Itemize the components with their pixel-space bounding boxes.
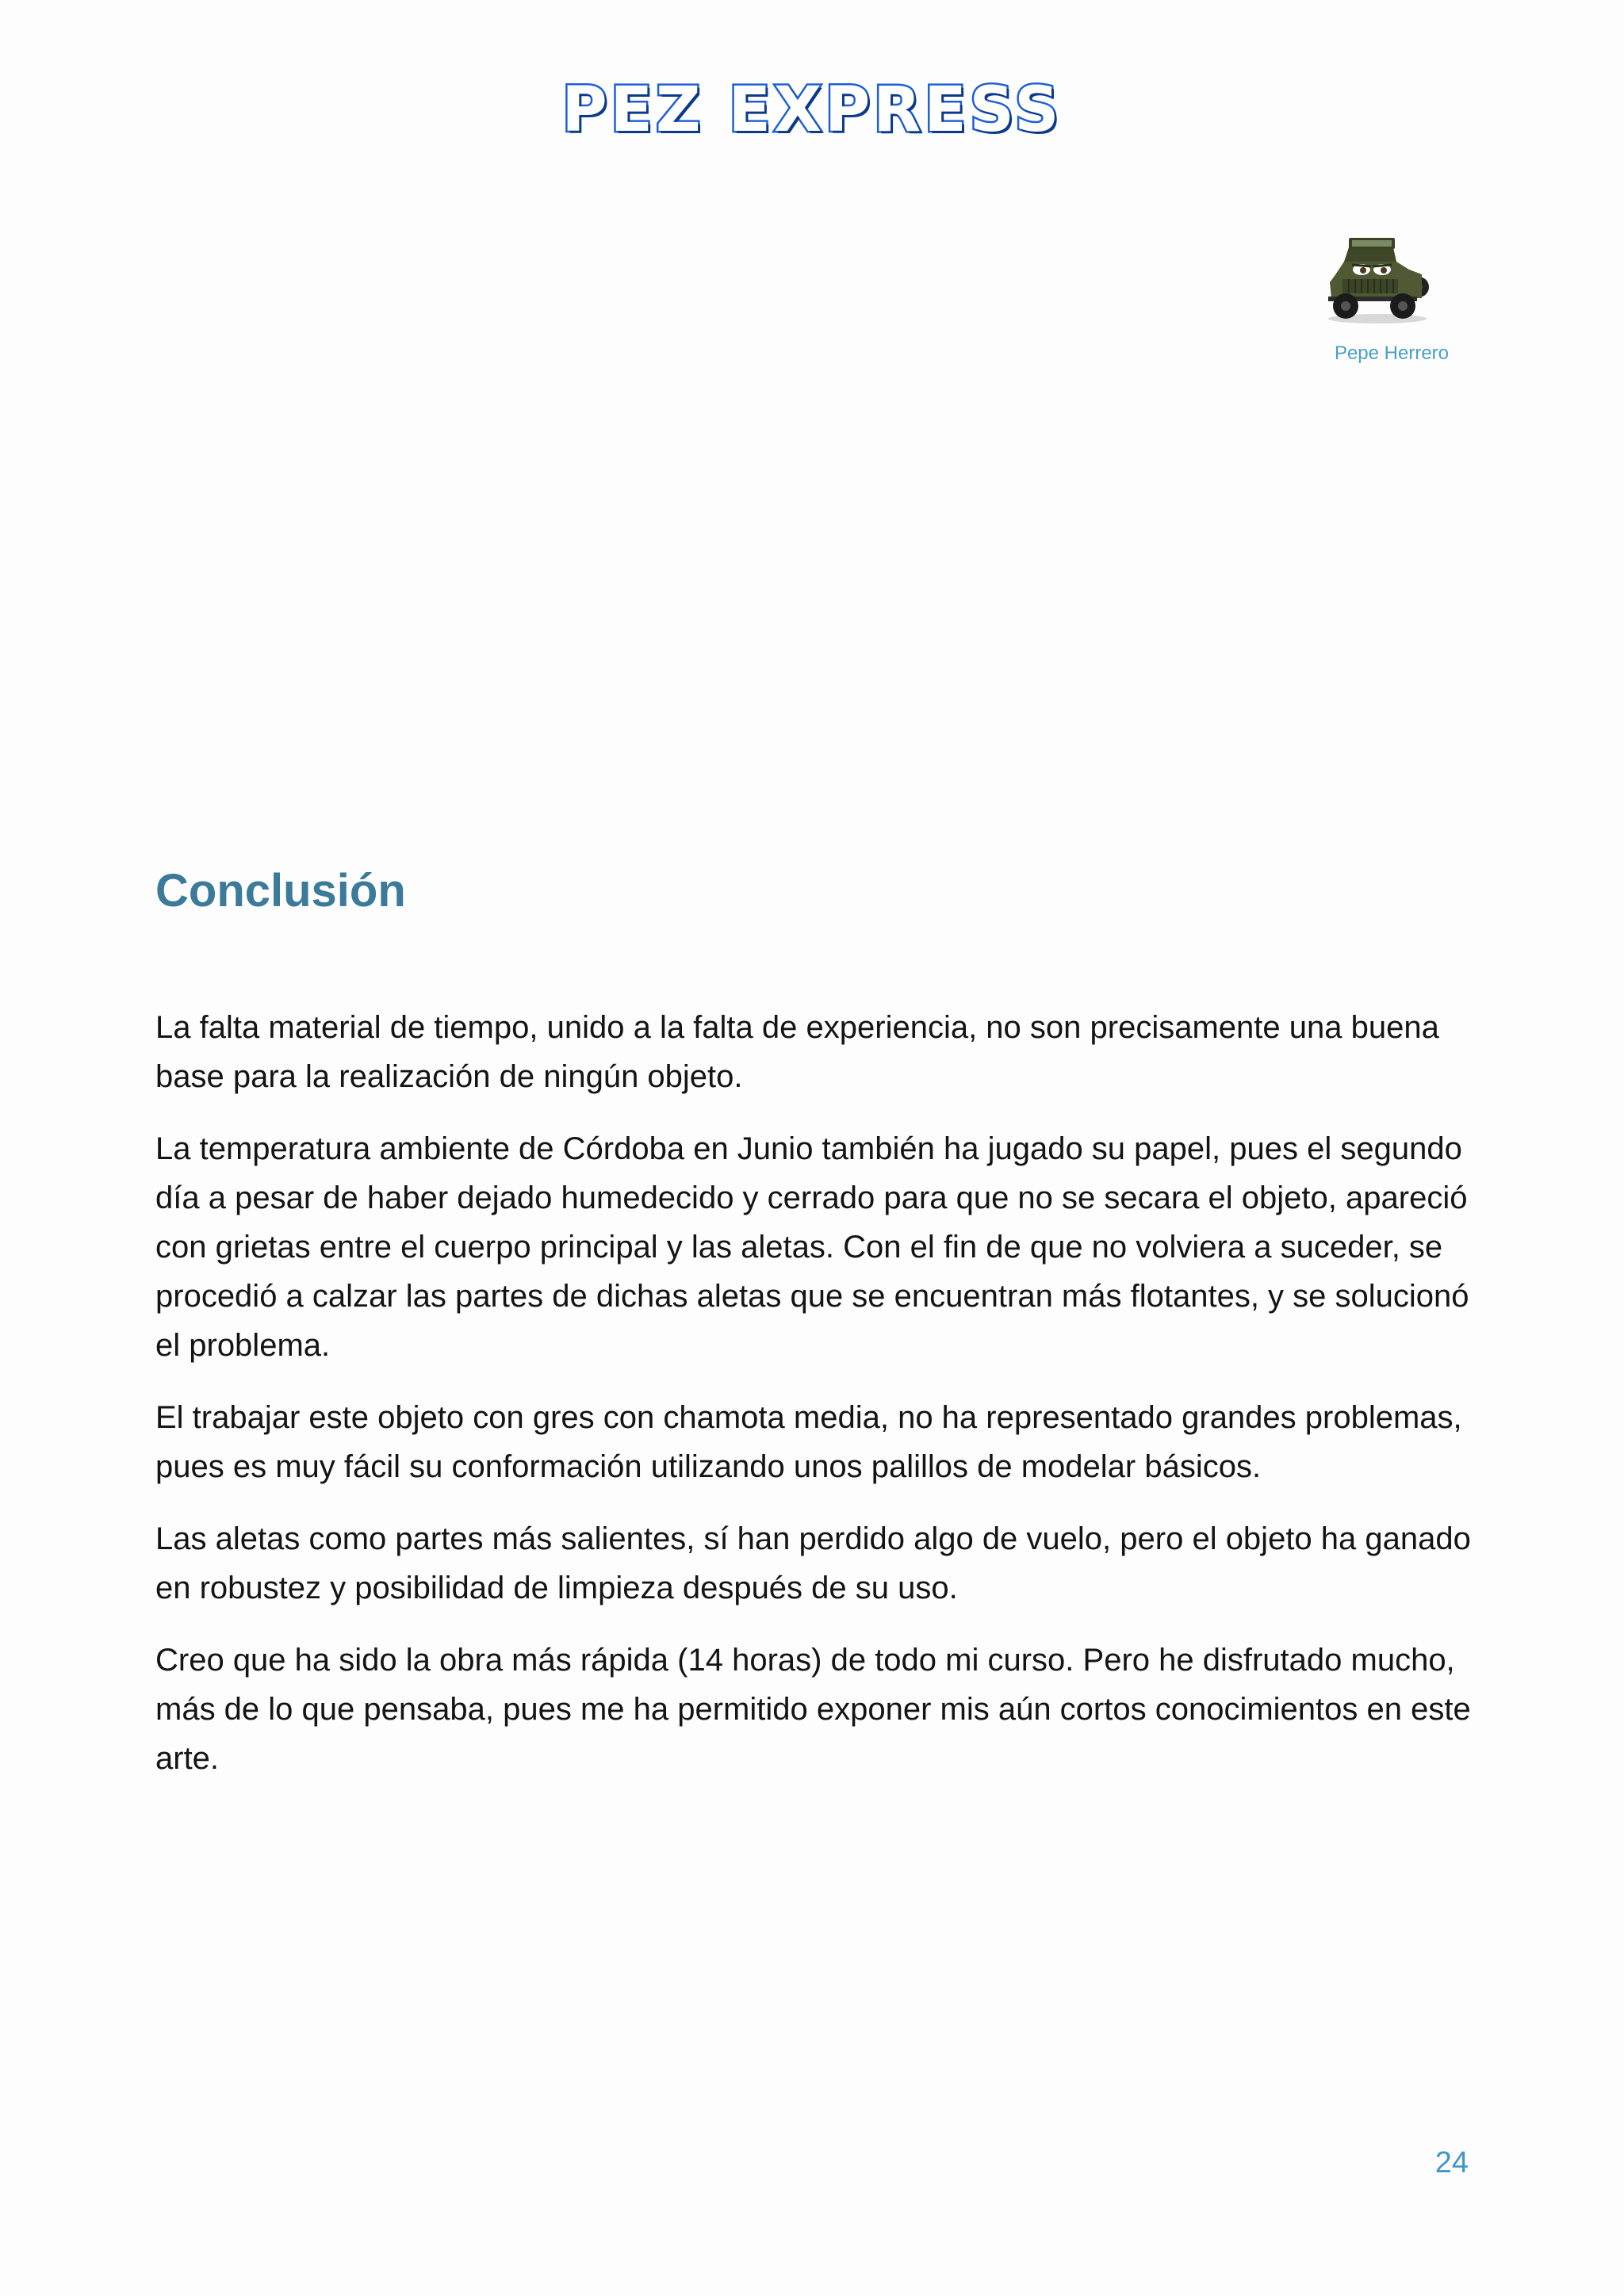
paragraph: La temperatura ambiente de Córdoba en Junio también ha jugado su papel, pues el segundo día a pesar de haber dejado humedecido y cerrado para que no se secara el objeto, apareció con grietas entre el cuerpo principal y las aletas. Con el fin de que no volviera a suceder, se procedió a calzar las partes de dichas aletas que se encuentran más flotantes, y se solucionó el problema. [155, 1131, 1469, 1363]
section-heading: Conclusión [155, 865, 406, 916]
body-text [155, 1003, 1488, 1806]
paragraph: El trabajar este objeto con gres con chamota media, no ha representado grandes problemas, pues es muy fácil su conformación utilizando unos palillos de modelar básicos. [155, 1400, 1462, 1484]
paragraph: La falta material de tiempo, unido a la falta de experiencia, no son precisamente una buena base para la realización de ningún objeto. [155, 1010, 1439, 1094]
paragraph: Las aletas como partes más salientes, sí han perdido algo de vuelo, pero el objeto ha ganado en robustez y posibilidad de limpieza después de su uso. [155, 1521, 1471, 1605]
page-title: PEZ EXPRESS [561, 75, 1063, 146]
paragraph: Creo que ha sido la obra más rápida (14 horas) de todo mi curso. Pero he disfrutado mucho, más de lo que pensaba, pues me ha permitido exponer mis aún cortos conocimientos en este arte. [155, 1643, 1471, 1776]
page-number: 24 [1434, 2146, 1469, 2179]
jeep-logo-icon [1320, 230, 1435, 329]
author-name: Pepe Herrero [1334, 342, 1450, 364]
